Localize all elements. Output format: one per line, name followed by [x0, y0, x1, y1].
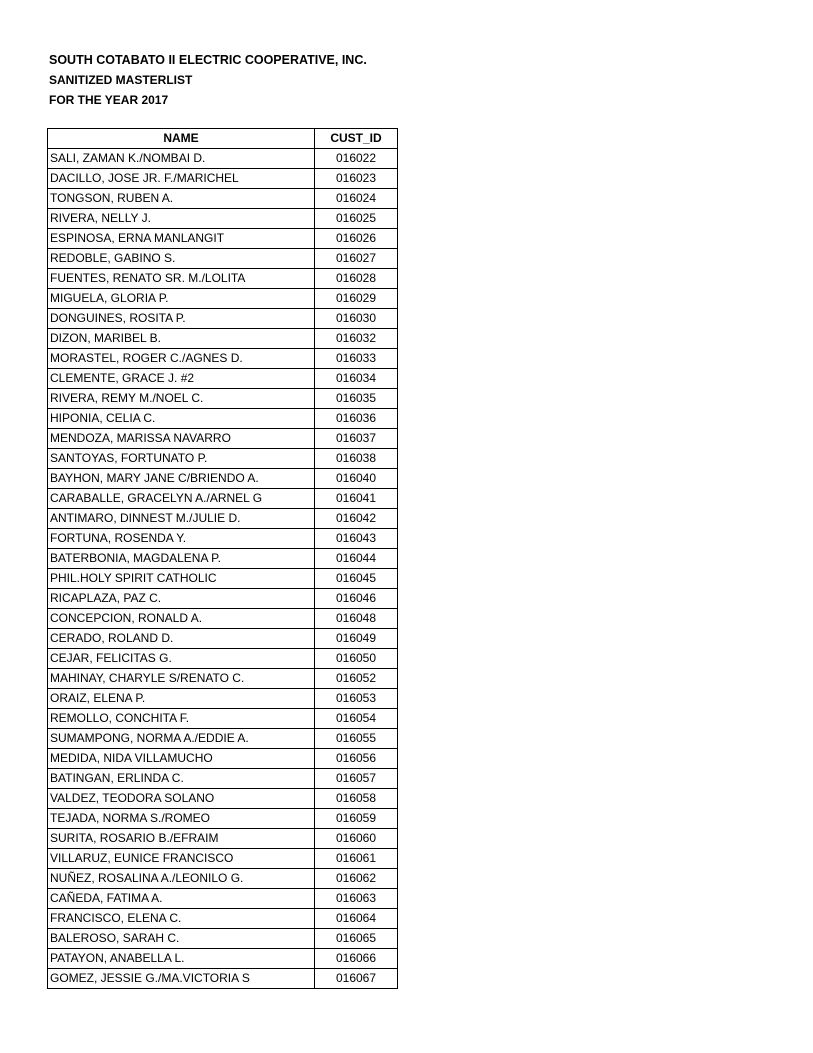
- customer-id-cell: 016027: [315, 249, 398, 269]
- customer-id-cell: 016034: [315, 369, 398, 389]
- table-row: [48, 169, 398, 189]
- customer-name-cell: ESPINOSA, ERNA MANLANGIT: [48, 229, 315, 249]
- table-row: [48, 889, 398, 909]
- customer-name-cell: VILLARUZ, EUNICE FRANCISCO: [48, 849, 315, 869]
- table-row: [48, 469, 398, 489]
- table-row: [48, 809, 398, 829]
- customer-name-cell: BALEROSO, SARAH C.: [48, 929, 315, 949]
- organization-title: SOUTH COTABATO II ELECTRIC COOPERATIVE, INC.: [49, 53, 367, 67]
- table-row: [48, 709, 398, 729]
- table-row: [48, 949, 398, 969]
- table-row: [48, 529, 398, 549]
- customer-id-cell: 016040: [315, 469, 398, 489]
- customer-id-cell: 016057: [315, 769, 398, 789]
- customer-id-cell: 016024: [315, 189, 398, 209]
- customer-id-cell: 016062: [315, 869, 398, 889]
- table-row: [48, 909, 398, 929]
- document-header: [49, 50, 367, 110]
- customer-id-cell: 016065: [315, 929, 398, 949]
- table-row: [48, 609, 398, 629]
- customer-id-cell: 016022: [315, 149, 398, 169]
- table-row: [48, 309, 398, 329]
- customer-id-cell: 016049: [315, 629, 398, 649]
- customer-name-cell: CARABALLE, GRACELYN A./ARNEL G: [48, 489, 315, 509]
- customer-name-cell: RIVERA, NELLY J.: [48, 209, 315, 229]
- customer-id-cell: 016043: [315, 529, 398, 549]
- customer-id-cell: 016066: [315, 949, 398, 969]
- table-row: [48, 769, 398, 789]
- table-row: [48, 689, 398, 709]
- customer-id-cell: 016023: [315, 169, 398, 189]
- customer-id-cell: 016045: [315, 569, 398, 589]
- customer-id-cell: 016050: [315, 649, 398, 669]
- customer-id-cell: 016058: [315, 789, 398, 809]
- table-row: [48, 369, 398, 389]
- customer-name-cell: BAYHON, MARY JANE C/BRIENDO A.: [48, 469, 315, 489]
- table-row: [48, 149, 398, 169]
- table-row: [48, 189, 398, 209]
- customer-name-cell: FRANCISCO, ELENA C.: [48, 909, 315, 929]
- table-row: [48, 269, 398, 289]
- customer-name-cell: FUENTES, RENATO SR. M./LOLITA: [48, 269, 315, 289]
- table-row: [48, 389, 398, 409]
- table-row: [48, 649, 398, 669]
- table-row: [48, 409, 398, 429]
- customer-id-cell: 016067: [315, 969, 398, 989]
- customer-name-cell: TONGSON, RUBEN A.: [48, 189, 315, 209]
- customer-name-cell: FORTUNA, ROSENDA Y.: [48, 529, 315, 549]
- customer-name-cell: MAHINAY, CHARYLE S/RENATO C.: [48, 669, 315, 689]
- table-row: [48, 749, 398, 769]
- customer-id-cell: 016035: [315, 389, 398, 409]
- customer-id-cell: 016048: [315, 609, 398, 629]
- table-row: [48, 589, 398, 609]
- customer-id-cell: 016030: [315, 309, 398, 329]
- customer-name-cell: REDOBLE, GABINO S.: [48, 249, 315, 269]
- column-header-cust-id: CUST_ID: [315, 129, 398, 149]
- table-row: [48, 209, 398, 229]
- table-body: [48, 149, 398, 989]
- customer-name-cell: HIPONIA, CELIA C.: [48, 409, 315, 429]
- customer-id-cell: 016055: [315, 729, 398, 749]
- customer-name-cell: GOMEZ, JESSIE G./MA.VICTORIA S: [48, 969, 315, 989]
- customer-name-cell: TEJADA, NORMA S./ROMEO: [48, 809, 315, 829]
- customer-name-cell: BATERBONIA, MAGDALENA P.: [48, 549, 315, 569]
- customer-name-cell: DACILLO, JOSE JR. F./MARICHEL: [48, 169, 315, 189]
- customer-id-cell: 016044: [315, 549, 398, 569]
- customer-name-cell: ORAIZ, ELENA P.: [48, 689, 315, 709]
- customer-id-cell: 016025: [315, 209, 398, 229]
- customer-name-cell: SUMAMPONG, NORMA A./EDDIE A.: [48, 729, 315, 749]
- customer-id-cell: 016052: [315, 669, 398, 689]
- customer-name-cell: SURITA, ROSARIO B./EFRAIM: [48, 829, 315, 849]
- customer-id-cell: 016029: [315, 289, 398, 309]
- customer-id-cell: 016061: [315, 849, 398, 869]
- table-row: [48, 329, 398, 349]
- customer-name-cell: RIVERA, REMY M./NOEL C.: [48, 389, 315, 409]
- table-row: [48, 549, 398, 569]
- customer-id-cell: 016041: [315, 489, 398, 509]
- customer-name-cell: RICAPLAZA, PAZ C.: [48, 589, 315, 609]
- customer-id-cell: 016064: [315, 909, 398, 929]
- customer-name-cell: PATAYON, ANABELLA L.: [48, 949, 315, 969]
- customer-name-cell: DIZON, MARIBEL B.: [48, 329, 315, 349]
- table-row: [48, 969, 398, 989]
- table-row: [48, 229, 398, 249]
- customer-id-cell: 016059: [315, 809, 398, 829]
- table-row: [48, 929, 398, 949]
- table-row: [48, 629, 398, 649]
- table-row: [48, 669, 398, 689]
- table-row: [48, 849, 398, 869]
- customer-name-cell: REMOLLO, CONCHITA F.: [48, 709, 315, 729]
- year-line: FOR THE YEAR 2017: [49, 93, 169, 107]
- table-row: [48, 429, 398, 449]
- customer-name-cell: SALI, ZAMAN K./NOMBAI D.: [48, 149, 315, 169]
- table-row: [48, 249, 398, 269]
- customer-id-cell: 016033: [315, 349, 398, 369]
- customer-id-cell: 016032: [315, 329, 398, 349]
- table-row: [48, 489, 398, 509]
- customer-id-cell: 016036: [315, 409, 398, 429]
- customer-name-cell: MENDOZA, MARISSA NAVARRO: [48, 429, 315, 449]
- customer-name-cell: BATINGAN, ERLINDA C.: [48, 769, 315, 789]
- customer-id-cell: 016056: [315, 749, 398, 769]
- customer-id-cell: 016037: [315, 429, 398, 449]
- table-row: [48, 349, 398, 369]
- masterlist-table: [47, 128, 398, 989]
- customer-id-cell: 016063: [315, 889, 398, 909]
- table-row: [48, 869, 398, 889]
- customer-name-cell: NUÑEZ, ROSALINA A./LEONILO G.: [48, 869, 315, 889]
- table-row: [48, 509, 398, 529]
- document-subtitle: SANITIZED MASTERLIST: [49, 73, 193, 87]
- customer-name-cell: VALDEZ, TEODORA SOLANO: [48, 789, 315, 809]
- customer-id-cell: 016046: [315, 589, 398, 609]
- table-row: [48, 729, 398, 749]
- customer-name-cell: MIGUELA, GLORIA P.: [48, 289, 315, 309]
- customer-id-cell: 016026: [315, 229, 398, 249]
- column-header-name: NAME: [48, 129, 315, 149]
- customer-name-cell: CEJAR, FELICITAS G.: [48, 649, 315, 669]
- customer-name-cell: CONCEPCION, RONALD A.: [48, 609, 315, 629]
- customer-name-cell: DONGUINES, ROSITA P.: [48, 309, 315, 329]
- customer-name-cell: MORASTEL, ROGER C./AGNES D.: [48, 349, 315, 369]
- customer-name-cell: CAÑEDA, FATIMA A.: [48, 889, 315, 909]
- customer-name-cell: PHIL.HOLY SPIRIT CATHOLIC: [48, 569, 315, 589]
- customer-id-cell: 016042: [315, 509, 398, 529]
- customer-name-cell: SANTOYAS, FORTUNATO P.: [48, 449, 315, 469]
- table-row: [48, 289, 398, 309]
- customer-name-cell: MEDIDA, NIDA VILLAMUCHO: [48, 749, 315, 769]
- table-header-row: [48, 129, 398, 149]
- customer-id-cell: 016028: [315, 269, 398, 289]
- customer-name-cell: CERADO, ROLAND D.: [48, 629, 315, 649]
- customer-id-cell: 016060: [315, 829, 398, 849]
- table-row: [48, 449, 398, 469]
- customer-id-cell: 016038: [315, 449, 398, 469]
- table-row: [48, 829, 398, 849]
- table-row: [48, 789, 398, 809]
- customer-name-cell: CLEMENTE, GRACE J. #2: [48, 369, 315, 389]
- table-row: [48, 569, 398, 589]
- customer-id-cell: 016054: [315, 709, 398, 729]
- customer-id-cell: 016053: [315, 689, 398, 709]
- customer-name-cell: ANTIMARO, DINNEST M./JULIE D.: [48, 509, 315, 529]
